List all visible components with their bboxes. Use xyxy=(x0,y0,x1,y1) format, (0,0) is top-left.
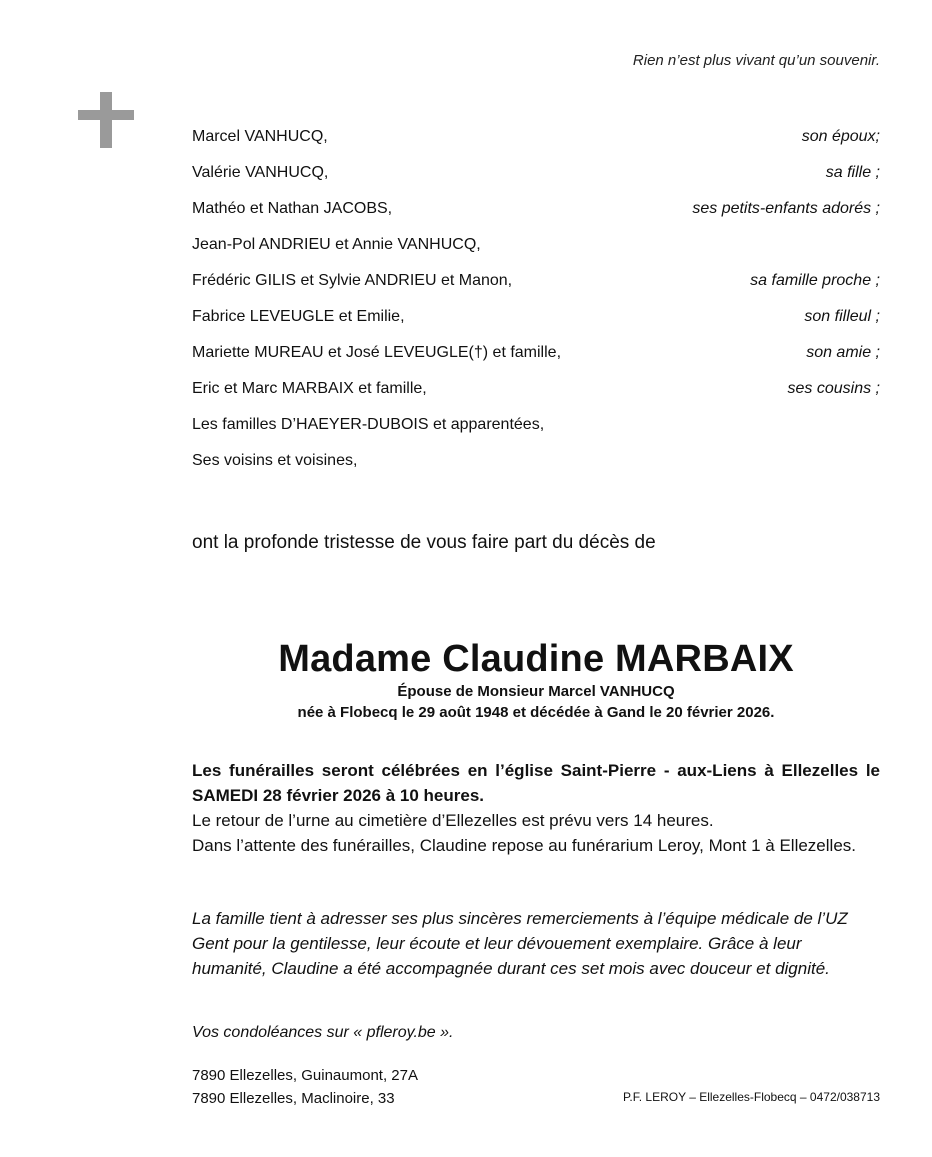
mourner-name: Mariette MUREAU et José LEVEUGLE(†) et famille, xyxy=(192,344,562,361)
family-thanks: La famille tient à adresser ses plus sincères remerciements à l’équipe médicale de l’UZ Gent pour la gentilesse, leur écoute et leur dévouement exemplaire. Grâce à leur humanité, Claudine a été accompagnée durant ces set mois avec douceur et dignité. xyxy=(192,909,848,978)
mourners-list xyxy=(192,126,880,486)
mourner-name: Les familles D’HAEYER-DUBOIS et apparentées, xyxy=(192,416,545,433)
mourner-relation: son filleul ; xyxy=(804,308,880,325)
mourner-name: Eric et Marc MARBAIX et famille, xyxy=(192,380,427,397)
address-line: 7890 Ellezelles, Maclinoire, 33 xyxy=(192,1090,395,1107)
mourner-name: Ses voisins et voisines, xyxy=(192,452,358,469)
mourner-row xyxy=(192,414,880,450)
deceased-block xyxy=(192,638,880,723)
deceased-spouse: Épouse de Monsieur Marcel VANHUCQ xyxy=(397,683,675,700)
mourner-name: Mathéo et Nathan JACOBS, xyxy=(192,200,393,217)
mourner-row xyxy=(192,378,880,414)
mourner-name: Jean-Pol ANDRIEU et Annie VANHUCQ, xyxy=(192,236,481,253)
mourner-row xyxy=(192,342,880,378)
mourner-name: Valérie VANHUCQ, xyxy=(192,164,329,181)
mourner-relation: son amie ; xyxy=(806,344,880,361)
epigraph-quote: Rien n’est plus vivant qu’un souvenir. xyxy=(632,52,880,69)
mourner-row xyxy=(192,234,880,270)
mourner-relation: ses petits-enfants adorés ; xyxy=(692,200,880,217)
mourner-row xyxy=(192,162,880,198)
address-line: 7890 Ellezelles, Guinaumont, 27A xyxy=(192,1067,418,1084)
mourner-row xyxy=(192,270,880,306)
mourner-relation: sa famille proche ; xyxy=(750,272,880,289)
mourner-row xyxy=(192,126,880,162)
condolences-note: Vos condoléances sur « pfleroy.be ». xyxy=(192,1024,454,1041)
deceased-name: Madame Claudine MARBAIX xyxy=(278,638,794,680)
addresses xyxy=(192,1064,418,1110)
mourner-relation: son époux; xyxy=(801,128,880,145)
mourner-relation: sa fille ; xyxy=(825,164,880,181)
mourner-row xyxy=(192,306,880,342)
urn-return: Le retour de l’urne au cimetière d’Ellezelles est prévu vers 14 heures. xyxy=(192,811,714,830)
deceased-dates: née à Flobecq le 29 août 1948 et décédée à Gand le 20 février 2026. xyxy=(297,704,775,721)
mourner-row xyxy=(192,450,880,486)
mourner-name: Fabrice LEVEUGLE et Emilie, xyxy=(192,308,405,325)
resting-place: Dans l’attente des funérailles, Claudine repose au funérarium Leroy, Mont 1 à Ellezelles. xyxy=(192,836,856,855)
announcement-intro: ont la profonde tristesse de vous faire part du décès de xyxy=(192,532,656,553)
mourner-row xyxy=(192,198,880,234)
mourner-name: Marcel VANHUCQ, xyxy=(192,128,328,145)
mourner-relation: ses cousins ; xyxy=(787,380,880,397)
funeral-details xyxy=(192,758,880,858)
cross-icon xyxy=(78,92,134,148)
funeral-home-footer: P.F. LEROY – Ellezelles-Flobecq – 0472/038713 xyxy=(622,1090,880,1104)
mourner-name: Frédéric GILIS et Sylvie ANDRIEU et Manon, xyxy=(192,272,513,289)
funeral-announcement: Les funérailles seront célébrées en l’église Saint-Pierre - aux-Liens à Ellezelles le SAMEDI 28 février 2026 à 10 heures. xyxy=(192,761,880,805)
